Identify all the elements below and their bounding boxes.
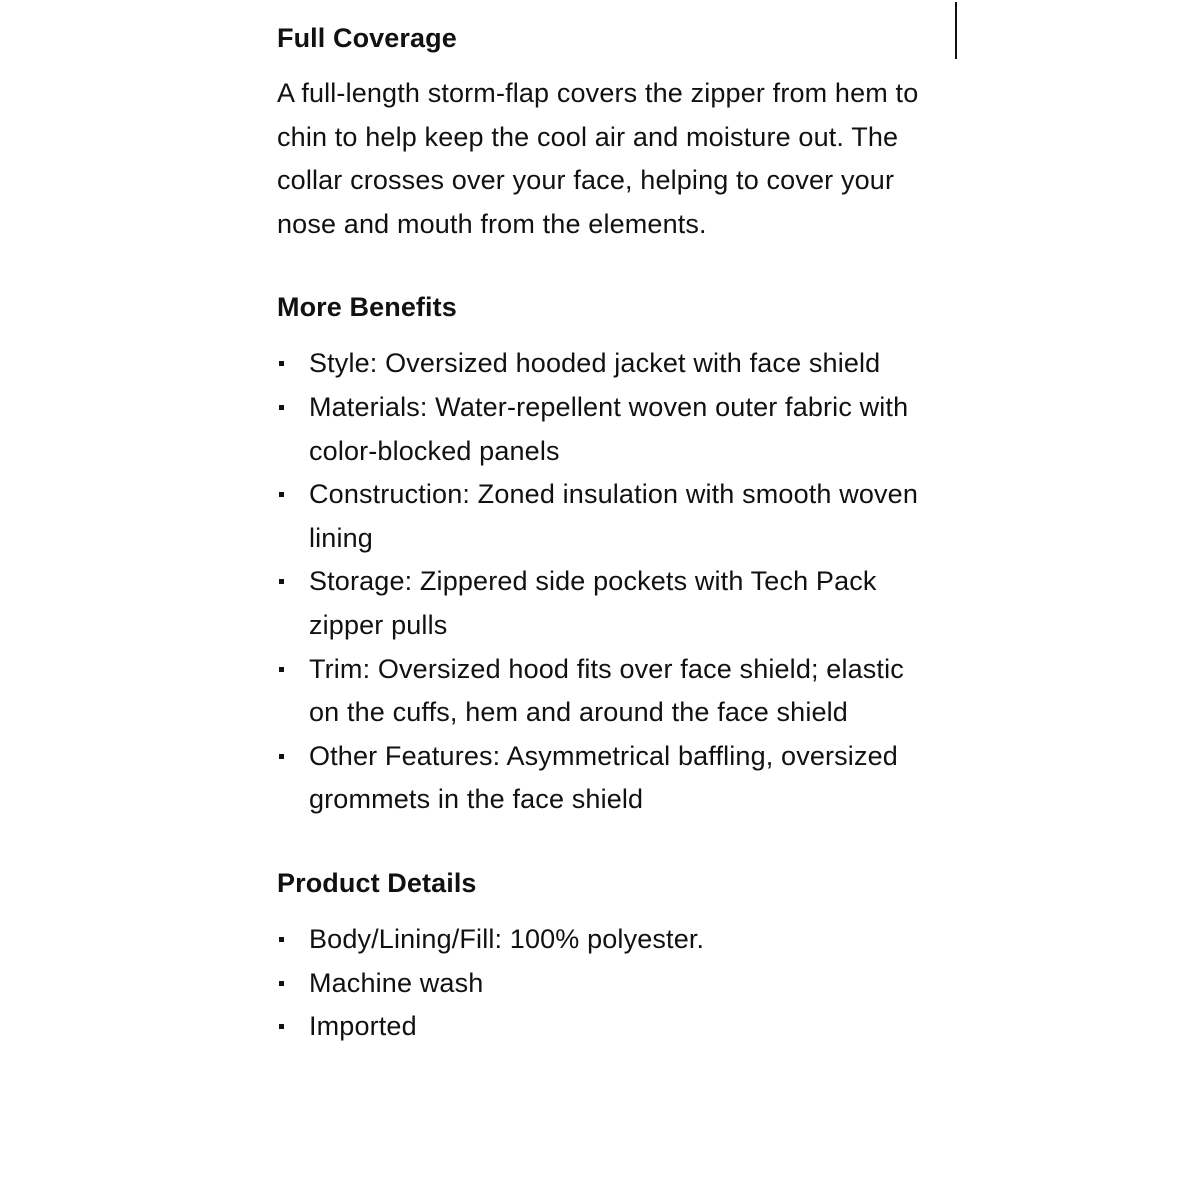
list-item-text: Storage: Zippered side pockets with Tech Pack zipper pulls <box>309 566 877 640</box>
bullet-icon <box>279 579 284 584</box>
product-details-section <box>277 861 927 1049</box>
list-item <box>277 560 927 647</box>
details-list <box>277 918 927 1049</box>
list-item-text: Construction: Zoned insulation with smooth woven lining <box>309 479 919 553</box>
list-item-text: Trim: Oversized hood fits over face shield; elastic on the cuffs, hem and around the face shield <box>309 653 904 728</box>
list-item <box>277 473 927 560</box>
list-item-text: Machine wash <box>309 967 484 998</box>
list-item-text: Body/Lining/Fill: 100% polyester. <box>309 923 705 954</box>
list-item <box>277 735 927 822</box>
product-details-heading: Product Details <box>277 867 477 898</box>
bullet-icon <box>279 667 284 672</box>
bullet-icon <box>279 981 284 986</box>
full-coverage-text: A full-length storm-flap covers the zipper from hem to chin to help keep the cool air and moisture out. The collar crosses over your face, helping to cover your nose and mouth from the elements. <box>277 78 919 239</box>
full-coverage-section <box>277 16 927 246</box>
list-item <box>277 648 927 735</box>
list-item <box>277 342 927 386</box>
list-item-text: Other Features: Asymmetrical baffling, oversized grommets in the face shield <box>309 740 898 815</box>
bullet-icon <box>279 937 284 942</box>
product-description <box>277 16 927 1049</box>
more-benefits-heading: More Benefits <box>277 292 457 323</box>
bullet-icon <box>279 492 284 497</box>
more-benefits-section <box>277 285 927 822</box>
list-item-text: Imported <box>309 1011 417 1042</box>
bullet-icon <box>279 1024 284 1029</box>
list-item <box>277 962 927 1006</box>
list-item <box>277 918 927 962</box>
full-coverage-heading: Full Coverage <box>277 23 457 53</box>
list-item-text: Materials: Water-repellent woven outer fabric with color-blocked panels <box>309 391 909 466</box>
benefits-list <box>277 342 927 822</box>
list-item <box>277 386 927 473</box>
list-item-text: Style: Oversized hooded jacket with face shield <box>309 348 881 379</box>
bullet-icon <box>279 754 284 759</box>
bullet-icon <box>279 361 284 366</box>
scroll-indicator[interactable] <box>955 2 957 59</box>
list-item <box>277 1005 927 1049</box>
bullet-icon <box>279 405 284 410</box>
